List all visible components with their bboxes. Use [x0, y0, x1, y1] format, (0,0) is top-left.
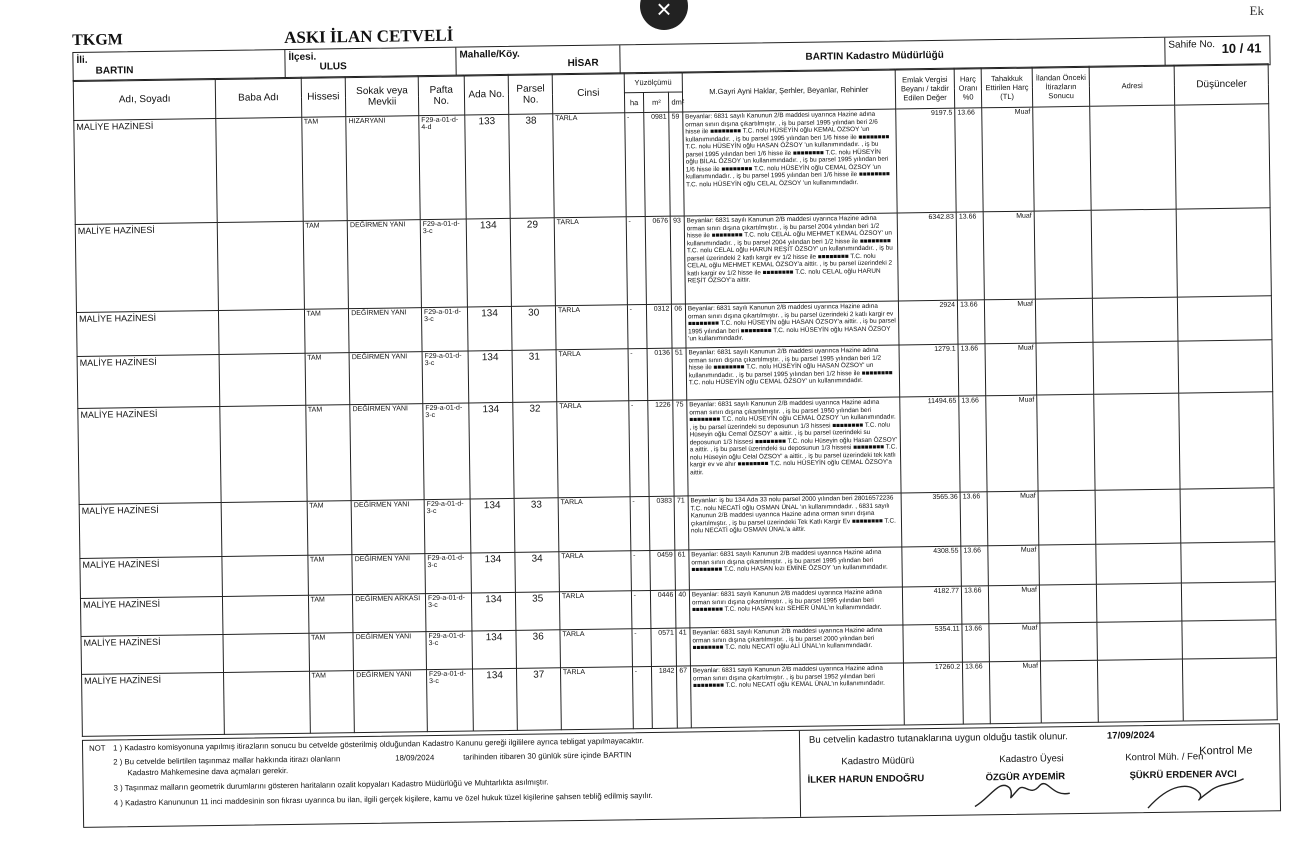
cell-emlak: 1279.1 — [899, 344, 959, 397]
cell-itiraz — [1034, 210, 1092, 299]
ilce-label: İlçesi. — [288, 51, 317, 63]
cell-emlak: 3565.36 — [901, 492, 961, 547]
cell-baba — [221, 501, 307, 556]
cell-tahakkuk: Muaf — [987, 491, 1039, 546]
cell-pafta: F29-a-01-d-3-c — [424, 499, 470, 554]
close-icon: × — [656, 0, 672, 24]
approval-date: 17/09/2024 — [1106, 729, 1155, 742]
cell-dusunceler — [1182, 582, 1276, 621]
col-haklar: M.Gayri Ayni Haklar, Şerhler, Beyanlar, Rehinler — [682, 69, 896, 112]
cell-ha: - — [628, 400, 649, 496]
cell-adres — [1090, 105, 1177, 210]
cell-haklar: Beyanlar: 6831 sayılı Kanunun 2/B maddesi uyarınca Hazine adına orman sınırı dışına çıkartılmıştır. , iş bu parsel 1995 yılından beri ■■■■■■■■ T.C. nolu HASAN kızı SEHER ÜNAL'ın kullanımındadır. — [689, 587, 903, 628]
cell-cinsi: TARLA — [556, 349, 628, 402]
cell-adi: MALİYE HAZİNESİ — [82, 672, 225, 736]
cell-ada: 134 — [471, 552, 516, 593]
cell-sokak: DEĞİRMEN YANI — [350, 404, 424, 501]
cell-cinsi: TARLA — [560, 667, 633, 730]
col-adi: Adı, Soyadı — [73, 79, 216, 121]
notes-section — [82, 723, 1281, 828]
col-m2: m² — [644, 92, 669, 112]
cell-dusunceler — [1179, 392, 1274, 489]
cell-baba — [223, 633, 309, 672]
cell-adres — [1097, 621, 1183, 660]
cell-emlak: 2924 — [898, 300, 958, 345]
cell-dusunceler — [1182, 620, 1276, 659]
ilce-value: ULUS — [319, 61, 347, 73]
cell-pafta: F29-a-01-d-3-c — [425, 593, 471, 632]
cell-parsel: 34 — [515, 552, 559, 593]
col-dusunceler: Düşünceler — [1174, 64, 1268, 105]
col-harc-orani: Harç Oranı %0 — [954, 68, 982, 108]
cell-parsel: 35 — [516, 592, 560, 631]
cell-m2: 1226 — [648, 400, 674, 496]
mahalle-cell — [456, 45, 620, 75]
cell-adres — [1093, 341, 1179, 394]
cell-pafta: F29-a-01-d-3-c — [426, 669, 473, 732]
note-3: 3 ) Taşınmaz malların geometrik durumlarını gösteren haritaların ozalit kopyaları Kadastro Müdürlüğü ve Muhtarlıkta asılmıştır. — [113, 777, 549, 793]
mahalle-label: Mahalle/Köy. — [459, 48, 520, 61]
cell-itiraz — [1036, 342, 1094, 395]
cell-hisse: TAM — [309, 671, 355, 734]
cell-sokak: DEĞİRMEN YANI — [349, 352, 422, 405]
cell-m2: 0676 — [646, 216, 672, 304]
cell-emlak: 9197.5 — [896, 108, 957, 213]
note-1: 1 ) Kadastro komisyonuna yapılmış itirazların sonucu bu cetvelde gösterilmiş olduğundan Kadastro Kanunu gereği ilgililere ayrıca tebligat yapılmayacaktır. — [112, 736, 644, 753]
il-value: BARTIN — [95, 65, 134, 77]
cell-harc: 13.66 — [958, 344, 986, 396]
cell-hisse: TAM — [308, 595, 353, 634]
sahife-label: Sahife No. — [1168, 39, 1216, 51]
cell-ada: 134 — [467, 306, 512, 351]
cell-cinsi: TARLA — [560, 629, 632, 668]
il-label: İli. — [76, 54, 88, 66]
cell-hisse: TAM — [301, 117, 347, 222]
cell-baba — [220, 405, 307, 502]
col-emlak: Emlak Vergisi Beyanı / takdir Edilen Değer — [895, 68, 955, 109]
cell-sokak: DEĞİRMEN YANI — [353, 632, 426, 671]
table-row — [78, 392, 1274, 505]
cell-dusunceler — [1178, 340, 1272, 393]
cell-haklar: Beyanlar: 6831 sayılı Kanunun 2/B maddesi uyarınca Hazine adına orman sınırı dışına çıkartılmıştır. , iş bu parsel 1952 yılından beri ■■■■■■■■ T.C. nolu NECATİ oğlu KEMAL ÜNAL'ın kullanımındadır. — [690, 663, 904, 728]
cell-itiraz — [1040, 660, 1098, 723]
mahalle-value: HİSAR — [567, 57, 599, 70]
cell-hisse: TAM — [307, 555, 352, 596]
cell-itiraz — [1037, 394, 1095, 491]
cell-hisse: TAM — [304, 309, 349, 354]
cell-ada: 134 — [472, 668, 518, 731]
note-2b: tarihinden itibaren 30 günlük süre içinde BARTIN — [463, 750, 632, 762]
cell-dm2: 51 — [672, 348, 686, 400]
cell-hisse: TAM — [307, 501, 352, 556]
cell-haklar: Beyanlar: 6831 sayılı Kanunun 2/B maddesi uyarınca Hazine adına orman sınırı dışına çıkartılmıştır. , iş bu parsel 1995 yılından beri 1/2 hisse ile ■■■■■■■■ T.C. nolu HÜSEYİN oğlu HASAN ÖZSOY' un kullanımındadır. , iş bu parsel 1995 yılından beri 1/2 hisse ile ■■■■■■■■ T.C. nolu HÜSEYİN oğlu CEMAL ÖZSOY' un kullanımındadır. — [686, 345, 900, 400]
cell-tahakkuk: Muaf — [984, 299, 1036, 344]
cell-parsel: 36 — [516, 630, 560, 669]
cell-harc: 13.66 — [957, 300, 985, 344]
cell-itiraz — [1038, 490, 1096, 545]
cell-ha: - — [627, 305, 647, 349]
name-kontrol: ŞÜKRÜ ERDENER AVCI — [1129, 768, 1237, 782]
cell-adi: MALİYE HAZİNESİ — [79, 502, 222, 558]
cell-adi: MALİYE HAZİNESİ — [74, 118, 218, 224]
cell-m2: 0459 — [650, 550, 675, 590]
org-label: TKGM — [72, 31, 123, 49]
cell-parsel: 32 — [513, 402, 558, 499]
cell-ada: 134 — [468, 350, 513, 403]
cell-harc: 13.66 — [956, 212, 984, 300]
cell-dusunceler — [1180, 488, 1274, 543]
cell-baba — [216, 117, 303, 222]
col-itiraz: İlandan Önceki İtirazların Sonucu — [1032, 66, 1090, 107]
ilce-cell — [285, 48, 456, 78]
col-ada: Ada No. — [464, 74, 509, 115]
cell-itiraz — [1039, 584, 1097, 623]
cell-tahakkuk: Muaf — [988, 585, 1039, 624]
cell-pafta: F29-a-01-d-3-c — [420, 219, 467, 308]
cell-sokak: DEĞİRMEN ARKASI — [353, 594, 426, 633]
cell-sokak: HIZARYANI — [346, 116, 420, 221]
cell-dusunceler — [1181, 542, 1275, 583]
cell-hisse: TAM — [305, 353, 350, 406]
cell-dm2: 93 — [671, 216, 686, 304]
cell-parsel: 30 — [512, 306, 556, 351]
cell-pafta: F29-a-01-d-3-c — [425, 553, 471, 594]
cell-dusunceler — [1175, 104, 1270, 209]
note-2a: 2 ) Bu cetvelde belirtilen taşınmaz mallar hakkında itirazı olanların — [113, 754, 341, 767]
cell-adi: MALİYE HAZİNESİ — [80, 596, 223, 636]
cell-harc: 13.66 — [960, 492, 988, 546]
col-adres: Adresi — [1089, 65, 1175, 106]
cell-dm2: 61 — [675, 550, 689, 590]
cell-dusunceler — [1178, 296, 1272, 341]
cell-harc: 13.66 — [962, 624, 990, 662]
mudurluk-value: BARTIN Kadastro Müdürlüğü — [805, 49, 944, 63]
cell-emlak: 11494.65 — [900, 396, 961, 493]
cell-adres — [1098, 659, 1184, 722]
cell-pafta: F29-a-01-d-3-c — [422, 351, 468, 404]
cell-cinsi: TARLA — [559, 551, 631, 592]
cell-baba — [224, 671, 310, 734]
cell-adi: MALİYE HAZİNESİ — [76, 310, 219, 356]
cell-adi: MALİYE HAZİNESİ — [78, 406, 222, 504]
cell-baba — [219, 353, 305, 406]
cell-ada: 134 — [468, 402, 514, 499]
cell-emlak: 6342.83 — [897, 212, 957, 301]
note-2-date: 18/09/2024 — [395, 753, 435, 763]
cell-dm2: 59 — [669, 112, 684, 216]
cell-ada: 134 — [470, 498, 515, 553]
cell-dm2: 71 — [674, 496, 688, 550]
col-baba: Baba Adı — [216, 77, 302, 118]
signature-kontrol — [1140, 773, 1251, 815]
cell-tahakkuk: Muaf — [983, 211, 1035, 300]
name-uye: ÖZGÜR AYDEMİR — [985, 771, 1066, 784]
cell-hisse: TAM — [309, 633, 354, 672]
cell-haklar: Beyanlar: 6831 sayılı Kanunun 2/B maddesi uyarınca Hazine adına orman sınırı dışına çıkartılmıştır. , iş bu parsel üzerindeki 2 katlı kargir ev ■■■■■■■■ T.C. nolu HÜSEYİN oğlu HASAN ÖZSOY'a aittir. , iş bu parsel 1995 yılından beri ■■■■■■■■ T.C. nolu HÜSEYİN oğlu HASAN ÖZSOY 'un kullanımındadır. — [685, 301, 899, 348]
cell-sokak: DEĞİRMEN YANI — [351, 500, 424, 555]
cell-ada: 134 — [471, 592, 516, 631]
cell-baba — [223, 595, 309, 634]
col-cinsi: Cinsi — [552, 73, 624, 114]
cell-sokak: DEĞİRMEN YANI — [349, 308, 422, 353]
cell-adi: MALİYE HAZİNESİ — [77, 354, 220, 408]
cell-dm2: 41 — [676, 628, 690, 666]
cell-ha: - — [632, 666, 653, 728]
col-pafta: Pafta No. — [418, 75, 464, 116]
document-title: ASKI İLAN CETVELİ — [284, 25, 454, 48]
cell-hisse: TAM — [305, 405, 351, 502]
role-kontrol-handwritten: Kontrol Me — [1199, 744, 1253, 758]
parcel-table — [73, 63, 1278, 737]
cell-ha: - — [630, 496, 650, 550]
col-sokak: Sokak veya Mevkii — [345, 76, 418, 117]
cell-tahakkuk: Muaf — [990, 661, 1042, 724]
cell-pafta: F29-a-01-d-4-d — [419, 115, 466, 220]
cell-emlak: 4182.77 — [902, 586, 962, 625]
cell-cinsi: TARLA — [557, 401, 630, 498]
ek-label: Ek — [1249, 3, 1264, 18]
cell-dm2: 06 — [672, 304, 686, 348]
cell-haklar: Beyanlar: 6831 sayılı Kanunun 2/B maddesi uyarınca Hazine adına orman sınırı dışına çıkartılmıştır. , iş bu parsel 1995 yılından beri 2/6 hisse ile ■■■■■■■■ T.C. nolu HÜSEYİN oğlu KEMAL ÖZSOY 'un kullanımındadır. , iş bu parsel 1995 yılından beri 1/6 hisse ile ■■■■■■■■ T.C. nolu HÜSEYİN oğlu HASAN ÖZSOY 'un kullanımındadır. , iş bu parsel 1995 yılından beri 1/6 hisse ile ■■■■■■■■ T.C. nolu HÜSEYİN oğlu BİLAL ÖZSOY 'un kullanımındadır. , iş bu parsel 1995 yılından beri 1/6 hisse ile ■■■■■■■■ T.C. nolu HÜSEYİN oğlu CEMAL ÖZSOY 'un kullanımındadır. , iş bu parsel 1995 yılından beri 1/6 hisse ile ■■■■■■■■ T.C. nolu HÜSEYİN oğlu CELAL ÖZSOY 'un kullanımındadır. — [683, 109, 897, 216]
role-kontrol: Kontrol Müh. / Fen — [1125, 751, 1204, 764]
cell-ada: 134 — [472, 630, 517, 669]
approval-text: Bu cetvelin kadastro tutanaklarına uygun olduğu tastik olunur. — [808, 731, 1068, 746]
approval-section — [799, 724, 1278, 817]
col-hisse: Hissesi — [301, 77, 346, 118]
cell-haklar: Beyanlar: 6831 sayılı Kanunun 2/B maddesi uyarınca Hazine adına orman sınırı dışına çıkartılmıştır. , iş bu parsel 2000 yılından beri ■■■■■■■■ T.C. nolu NECATİ oğlu ALİ ÜNAL'ın kullanımındadır. — [690, 625, 904, 666]
cell-cinsi: TARLA — [554, 217, 627, 306]
cell-dm2: 40 — [676, 590, 690, 628]
cell-adres — [1097, 583, 1183, 622]
cell-parsel: 29 — [511, 218, 556, 307]
not-label: NOT — [88, 743, 106, 753]
cell-pafta: F29-a-01-d-3-c — [426, 631, 472, 670]
cell-harc: 13.66 — [955, 108, 983, 212]
il-cell — [73, 50, 285, 81]
signature-uye — [969, 767, 1080, 811]
cell-tahakkuk: Muaf — [988, 545, 1039, 586]
role-mudur: Kadastro Müdürü — [841, 755, 915, 768]
cell-emlak: 4308.55 — [902, 546, 962, 587]
cell-emlak: 5354.11 — [903, 624, 963, 663]
cell-tahakkuk: Muaf — [985, 343, 1037, 396]
cell-cinsi: TARLA — [555, 305, 627, 350]
cell-m2: 0571 — [651, 628, 676, 666]
cell-baba — [218, 221, 304, 310]
cell-harc: 13.66 — [961, 546, 989, 586]
cell-adi: MALİYE HAZİNESİ — [80, 556, 223, 598]
note-4: 4 ) Kadastro Kanununun 11 inci maddesinin son fıkrası uyarınca bu ilan, ilgili gerçek kişilere, kamu ve özel hukuk tüzel kişilerine şahsen tebliğ edilmiş sayılır. — [113, 790, 653, 808]
cell-adi: MALİYE HAZİNESİ — [75, 222, 219, 312]
cell-cinsi: TARLA — [558, 497, 630, 552]
cell-m2: 0136 — [647, 348, 673, 400]
cell-ha: - — [631, 590, 651, 628]
table-row — [74, 104, 1270, 225]
cell-haklar: Beyanlar: 6831 sayılı Kanunun 2/B maddesi uyarınca Hazine adına orman sınırı dışına çıkartılmıştır. , iş bu parsel 2004 yılından beri 1/2 hisse ile ■■■■■■■■ T.C. nolu CELAL oğlu MEHMET KEMAL ÖZSOY' un kullanımındadır. , iş bu parsel 2004 yılından beri 1/2 hisse ile ■■■■■■■■ T.C. nolu CELAL oğlu HARUN REŞİT ÖZSOY' un kullanımındadır. , iş bu parsel üzerindeki 2 katlı kargir ev 1/2 hisse ile ■■■■■■■■ T.C. nolu CELAL oğlu MEHMET KEMAL ÖZSOY'a aittir. , iş bu parsel üzerindeki 2 katlı kargir ev 1/2 hisse ile ■■■■■■■■ T.C. nolu CELAL oğlu HARUN REŞİT ÖZSOY'a aittir. — [684, 213, 898, 304]
col-tahakkuk: Tahakkuk Ettirilen Harç (TL) — [981, 67, 1032, 108]
cell-haklar: Beyanlar: iş bu 134 Ada 33 nolu parsel 2000 yılından beri 28016572236 T.C. nolu NECATİ oğlu OSMAN ÜNAL 'ın kullanımındadır. , 6831 sayılı Kanunun 2/B maddesi uyarınca Hazine adına orman sınırı dışına çıkartılmıştır. , iş bu parsel üzerindeki Tek Katlı Kargir Ev ■■■■■■■■ T.C. nolu NECATİ oğlu OSMAN ÜNAL'a aittir. — [688, 493, 902, 550]
cell-hisse: TAM — [303, 221, 349, 310]
cell-dusunceler — [1183, 658, 1277, 721]
cell-ada: 133 — [464, 114, 510, 219]
cell-dusunceler — [1176, 208, 1271, 297]
sahife-value: 10 / 41 — [1221, 40, 1262, 56]
cell-m2: 0446 — [651, 590, 676, 628]
sahife-cell — [1165, 36, 1269, 65]
cell-parsel: 38 — [509, 114, 554, 219]
cell-m2: 1842 — [652, 666, 678, 728]
cell-cinsi: TARLA — [553, 113, 626, 218]
cell-sokak: DEĞİRMEN YANI — [347, 220, 421, 309]
cell-sokak: DEĞİRMEN YANI — [354, 670, 428, 733]
role-uye: Kadastro Üyesi — [999, 753, 1064, 766]
cell-tahakkuk: Muaf — [989, 623, 1040, 662]
cell-adres — [1091, 209, 1177, 298]
notes-list — [83, 731, 801, 827]
cell-parsel: 33 — [514, 498, 558, 553]
cell-itiraz — [1040, 622, 1098, 661]
cell-parsel: 31 — [512, 350, 556, 403]
cell-sokak: DEĞİRMEN YANI — [352, 554, 425, 595]
cell-harc: 13.66 — [961, 586, 989, 624]
cell-itiraz — [1035, 298, 1093, 343]
cell-pafta: F29-a-01-d-3-c — [421, 307, 467, 352]
col-yuzolcum: Yüzölçümü — [624, 72, 682, 93]
cell-adres — [1095, 489, 1181, 544]
cell-adres — [1093, 297, 1179, 342]
table-row — [75, 208, 1271, 313]
cell-harc: 13.66 — [959, 396, 987, 492]
cell-dm2: 67 — [677, 666, 691, 728]
cell-m2: 0981 — [644, 112, 670, 216]
cell-ha: - — [628, 348, 648, 400]
cell-baba — [222, 555, 308, 596]
cell-emlak: 17260.2 — [903, 662, 963, 725]
col-parsel: Parsel No. — [509, 74, 553, 115]
col-dm2: dm² — [669, 92, 683, 112]
cell-dm2: 75 — [673, 400, 688, 496]
cell-parsel: 37 — [517, 668, 562, 731]
document-page — [72, 11, 1283, 833]
cell-haklar: Beyanlar: 6831 sayılı Kanunun 2/B maddesi uyarınca Hazine adına orman sınırı dışına çıkartılmıştır. , iş bu parsel 1950 yılından beri ■■■■■■■■ T.C. nolu HÜSEYİN oğlu CEMAL ÖZSOY 'un kullanımındadır. , iş bu parsel üzerindeki su deposunun 1/3 hissesi ■■■■■■■■ T.C. nolu Hüseyin oğlu Cemal ÖZSOY' a aittir. , iş bu parsel üzerindeki su deposunun 1/3 hissesi ■■■■■■■■ T.C. nolu Hüseyin oğlu Hasan ÖZSOY' a aittir. , iş bu parsel üzerindeki su deposunun 1/3 hissesi ■■■■■■■■ T.C. nolu Hüseyin oğlu Celal ÖZSOY' a aittir. , iş bu parsel üzerindeki tek katlı kargir ev ve ahır ■■■■■■■■ T.C. nolu HÜSEYİN oğlu CEMAL ÖZSOY'a aittir. — [687, 397, 901, 496]
cell-ada: 134 — [466, 218, 512, 307]
col-ha: ha — [624, 93, 644, 113]
cell-adi: MALİYE HAZİNESİ — [81, 634, 224, 674]
cell-ha: - — [626, 217, 647, 305]
cell-adres — [1094, 393, 1181, 490]
cell-baba — [219, 309, 305, 354]
cell-haklar: Beyanlar: 6831 sayılı Kanunun 2/B maddesi uyarınca Hazine adına orman sınırı dışına çıkartılmıştır. , iş bu parsel 1995 yılından beri ■■■■■■■■ T.C. nolu HASAN kızı EMİNE ÖZSOY 'un kullanımındadır. — [689, 547, 903, 590]
cell-harc: 13.66 — [963, 662, 991, 724]
cell-cinsi: TARLA — [559, 591, 631, 630]
cell-ha: - — [632, 628, 652, 666]
cell-tahakkuk: Muaf — [982, 107, 1034, 212]
cell-m2: 0383 — [650, 496, 676, 550]
name-mudur: İLKER HARUN ENDOĞRU — [807, 773, 925, 786]
cell-itiraz — [1033, 106, 1092, 211]
note-2c: Kadastro Mahkemesine dava açmaları gerekir. — [127, 766, 289, 778]
cell-itiraz — [1039, 544, 1097, 585]
cell-ha: - — [631, 550, 651, 590]
cell-adres — [1096, 543, 1182, 584]
cell-m2: 0312 — [647, 304, 673, 348]
cell-ha: - — [624, 113, 645, 217]
cell-pafta: F29-a-01-d-3-c — [423, 403, 470, 500]
cell-tahakkuk: Muaf — [986, 395, 1038, 492]
